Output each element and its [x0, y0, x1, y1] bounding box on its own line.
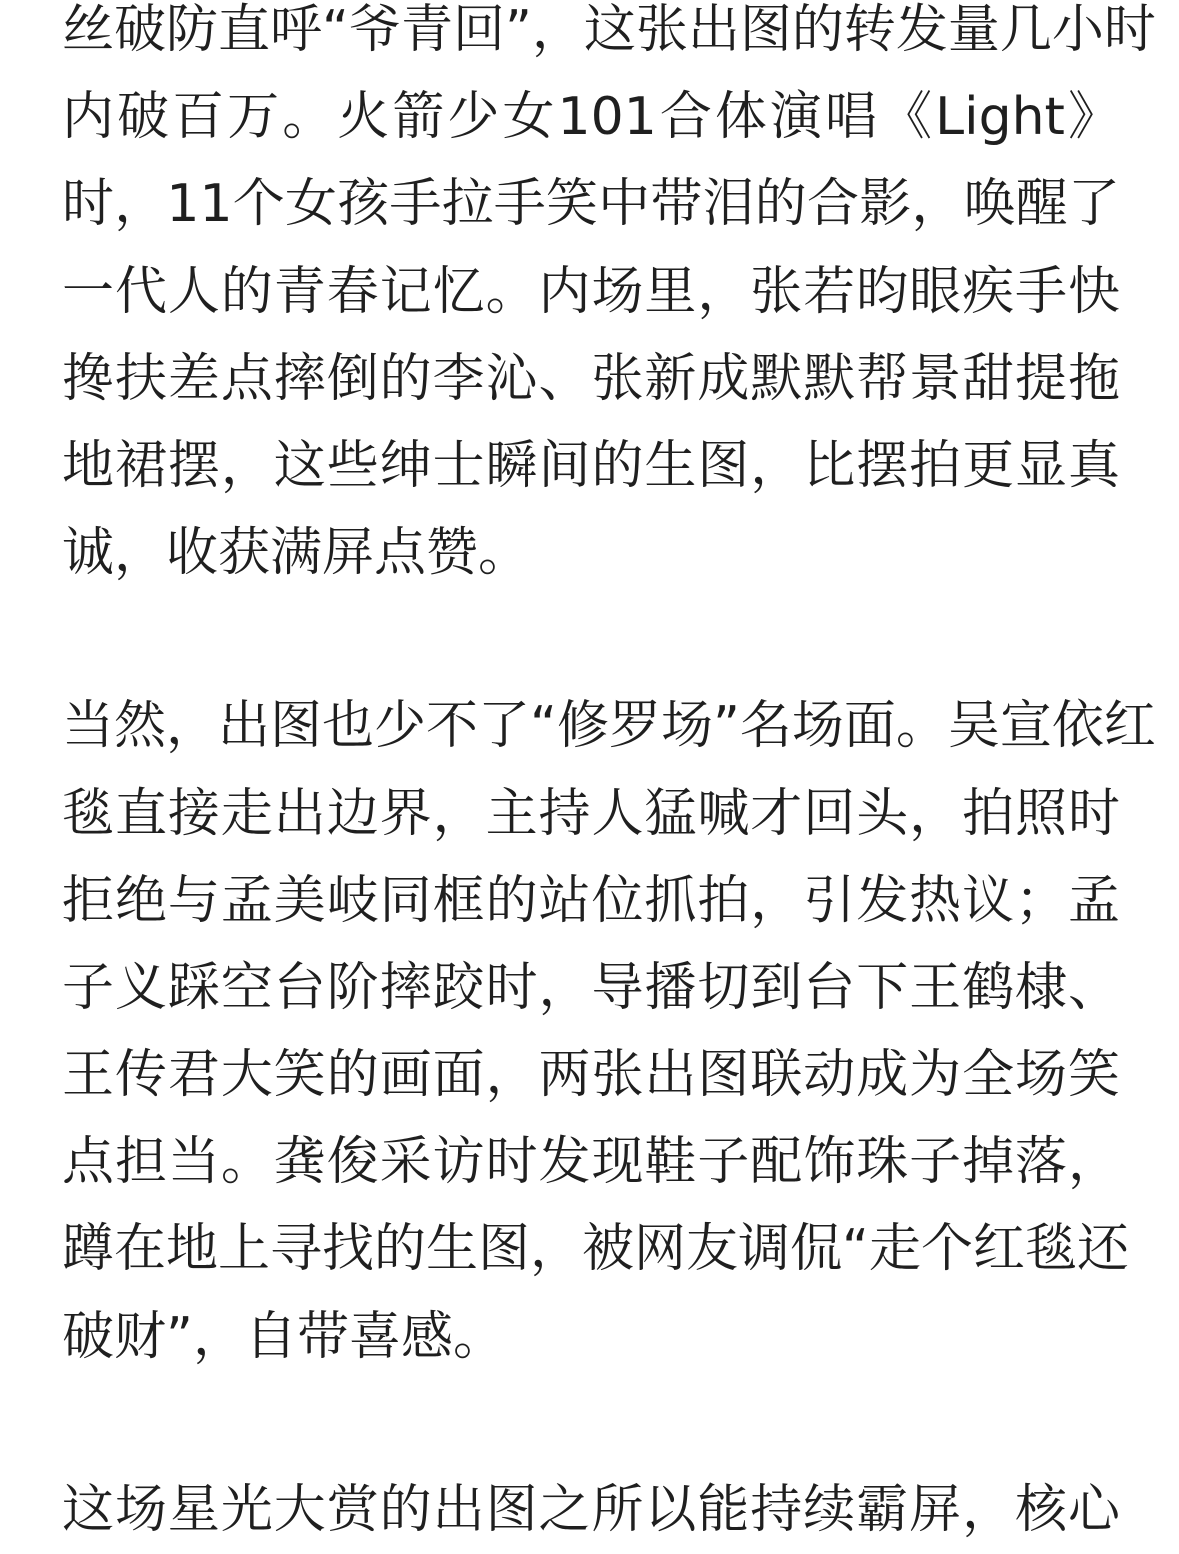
text-line: 时，11个女孩手拉手笑中带泪的合影，唤醒了 — [62, 174, 1120, 235]
article-body — [62, 0, 1156, 1554]
text-line: 内破百万。火箭少女101合体演唱《Light》 — [62, 87, 1120, 148]
text-line: 点担当。龚俊采访时发现鞋子配饰珠子掉落， — [62, 1132, 1120, 1193]
text-line: 当然，出图也少不了“修罗场”名场面。吴宣依红 — [62, 696, 1156, 757]
text-line: 这场星光大赏的出图之所以能持续霸屏，核心 — [62, 1479, 1120, 1540]
text-line: 王传君大笑的画面，两张出图联动成为全场笑 — [62, 1045, 1120, 1106]
text-line: 地裙摆，这些绅士瞬间的生图，比摆拍更显真 — [62, 435, 1120, 496]
text-line: 子义踩空台阶摔跤时，导播切到台下王鹤棣、 — [62, 957, 1120, 1018]
paragraph — [62, 0, 1156, 597]
text-line: 搀扶差点摔倒的李沁、张新成默默帮景甜提拖 — [62, 348, 1120, 409]
text-line: 一代人的青春记忆。内场里，张若昀眼疾手快 — [62, 261, 1120, 322]
text-line: 丝破防直呼“爷青回”，这张出图的转发量几小时 — [62, 0, 1156, 60]
text-line: 拒绝与孟美岐同框的站位抓拍，引发热议；孟 — [62, 870, 1120, 931]
paragraph — [62, 1467, 1120, 1554]
text-line: 诚，收获满屏点赞。 — [62, 523, 531, 584]
paragraph — [62, 683, 1156, 1381]
text-line: 蹲在地上寻找的生图，被网友调侃“走个红毯还 — [62, 1219, 1129, 1280]
text-line: 毯直接走出边界，主持人猛喊才回头，拍照时 — [62, 783, 1120, 844]
text-line: 破财”，自带喜感。 — [62, 1306, 505, 1367]
